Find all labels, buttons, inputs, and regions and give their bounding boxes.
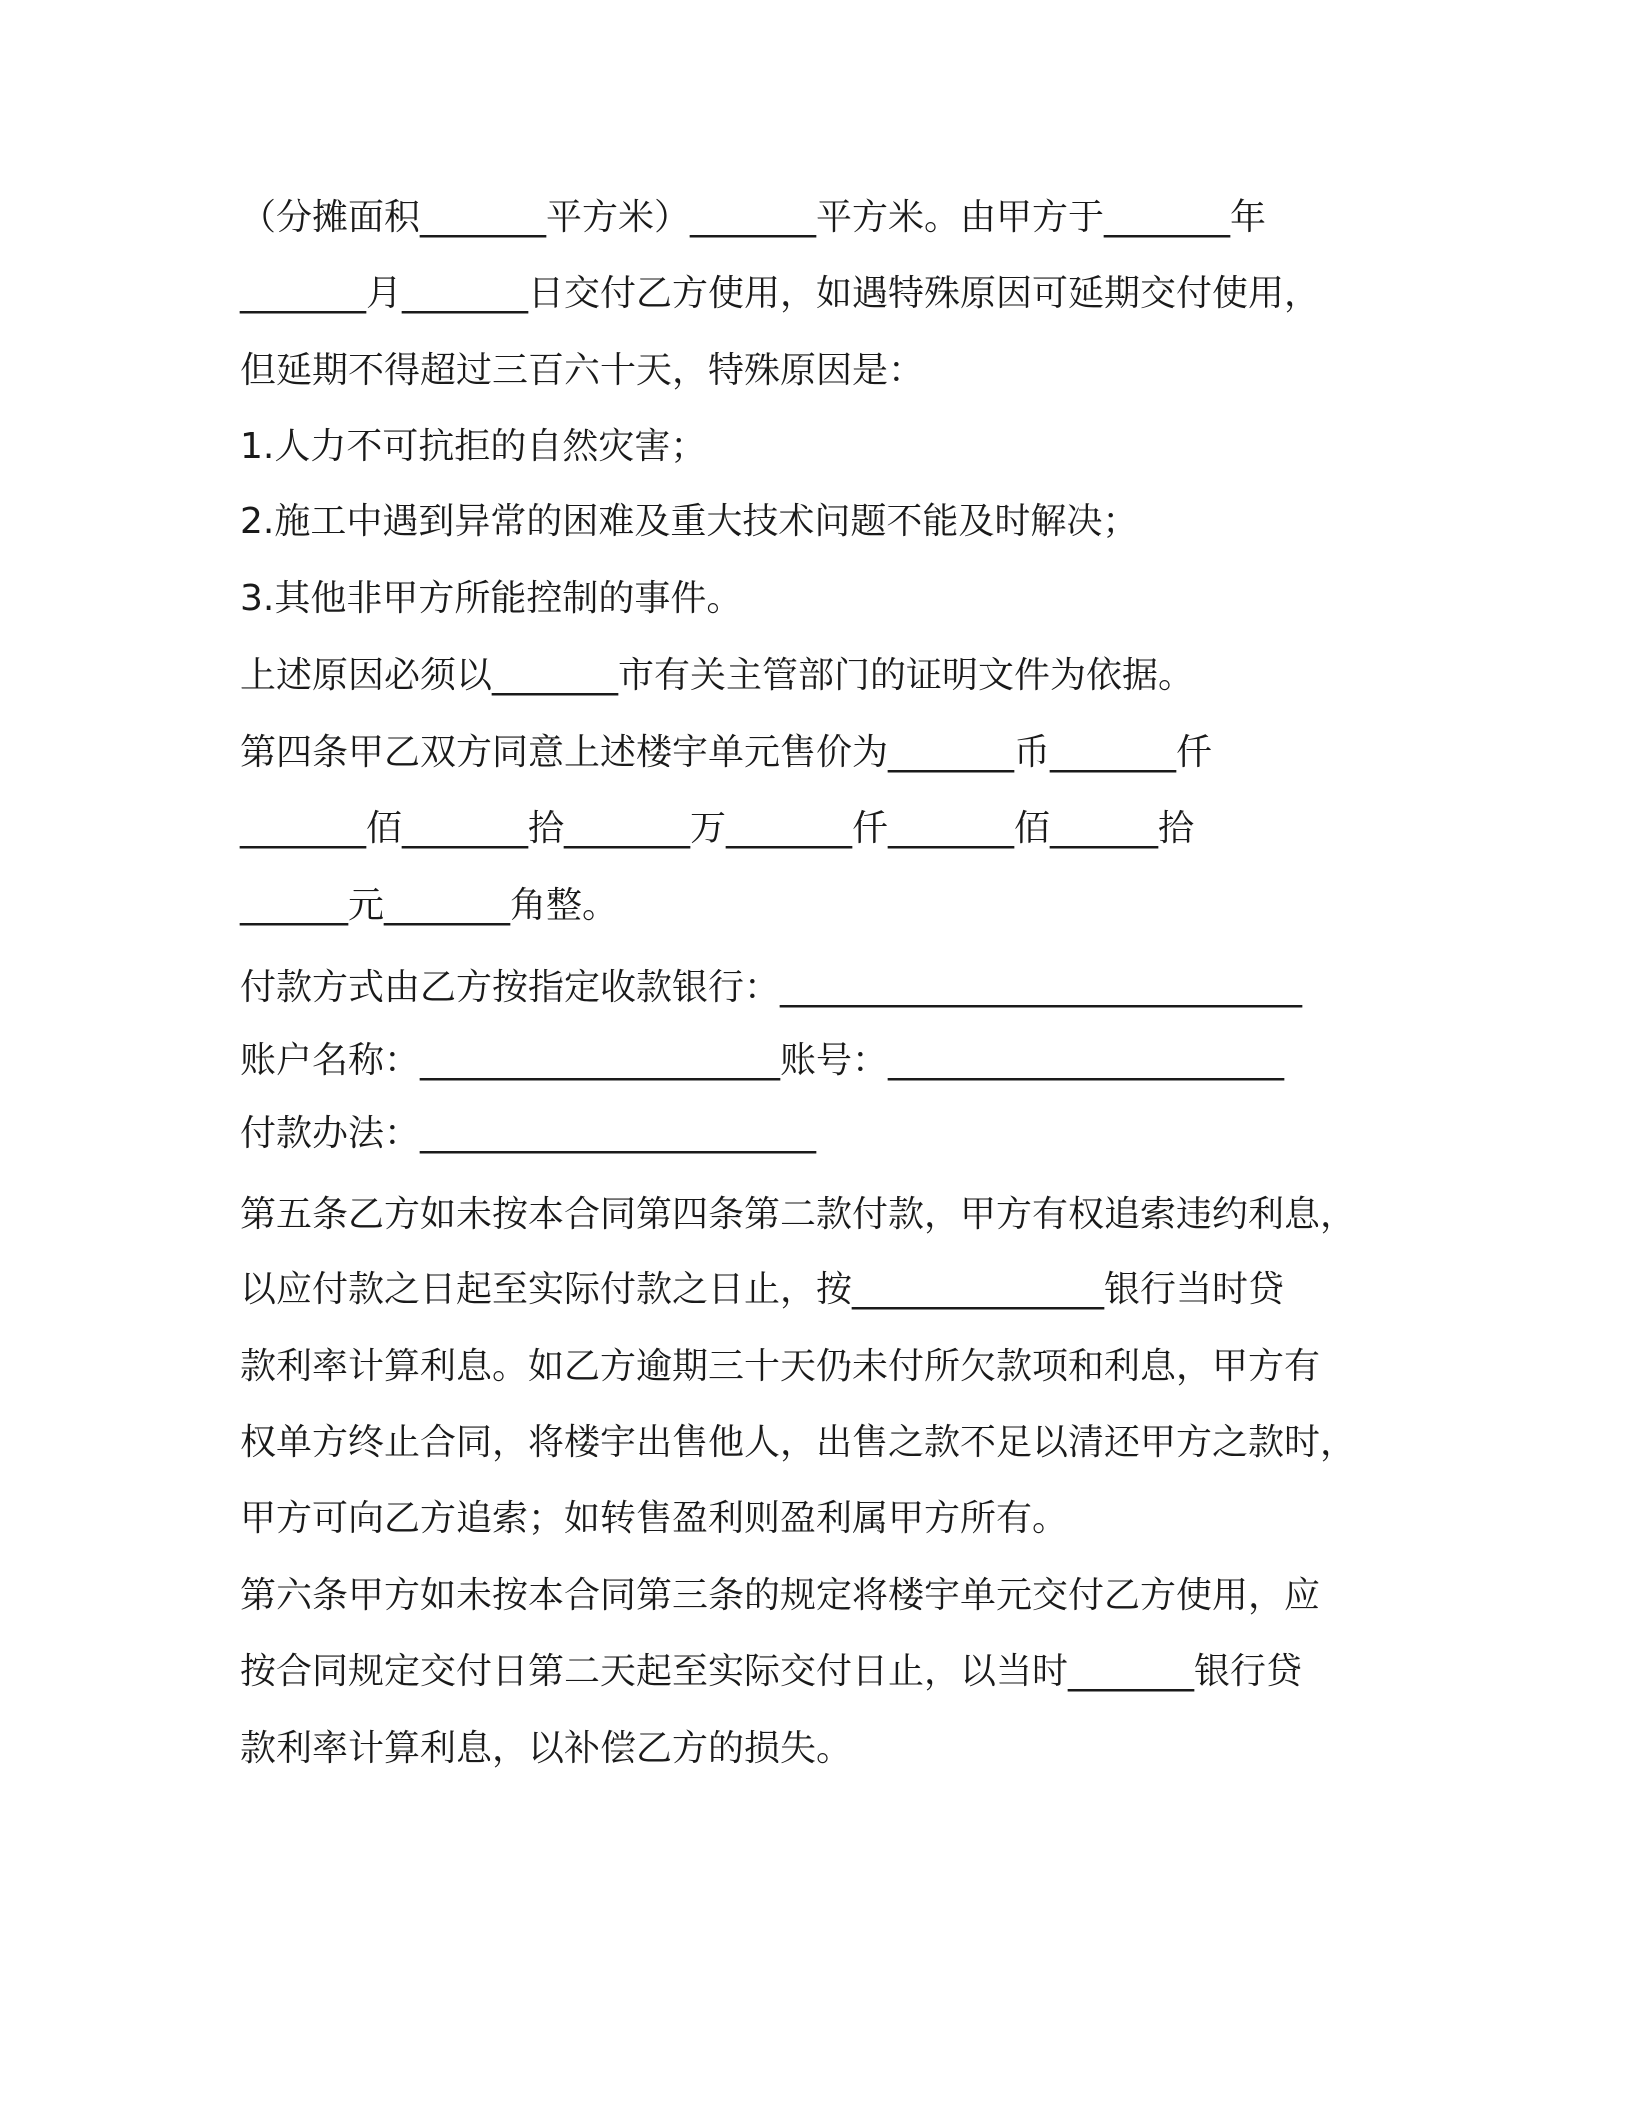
clause-five: 第五条乙方如未按本合同第四条第二款付款，甲方有权追索违约利息， bbox=[240, 1194, 1357, 1235]
list-item: 1.人力不可抗拒的自然灾害； bbox=[240, 426, 707, 467]
list-item: 3.其他非甲方所能控制的事件。 bbox=[240, 578, 743, 619]
text-line: 权单方终止合同，将楼宇出售他人，出售之款不足以清还甲方之款时， bbox=[240, 1422, 1357, 1463]
account-line: 账户名称：____________________账号：______________________ bbox=[240, 1040, 1285, 1081]
text-line: 以应付款之日起至实际付款之日止，按______________银行当时贷 bbox=[240, 1269, 1285, 1310]
text-line: 甲方可向乙方追索；如转售盈利则盈利属甲方所有。 bbox=[240, 1498, 1069, 1539]
clause-six: 第六条甲方如未按本合同第三条的规定将楼宇单元交付乙方使用，应 bbox=[240, 1575, 1321, 1616]
list-item: 2.施工中遇到异常的困难及重大技术问题不能及时解决； bbox=[240, 501, 1139, 542]
clause-four: 第四条甲乙双方同意上述楼宇单元售价为_______币_______仟 bbox=[240, 732, 1213, 773]
payment-method-line: 付款办法：______________________ bbox=[240, 1113, 817, 1154]
text-line: ______元_______角整。 bbox=[240, 885, 619, 926]
text-line: 按合同规定交付日第二天起至实际交付日止，以当时_______银行贷 bbox=[240, 1651, 1303, 1692]
text-line: _______佰_______拾_______万_______仟_______佰______拾 bbox=[240, 808, 1194, 849]
text-line: 但延期不得超过三百六十天，特殊原因是： bbox=[240, 350, 925, 391]
text-line: 上述原因必须以_______市有关主管部门的证明文件为依据。 bbox=[240, 655, 1195, 696]
payment-bank-line: 付款方式由乙方按指定收款银行：_____________________________ bbox=[240, 967, 1303, 1008]
text-line: （分摊面积_______平方米）_______平方米。由甲方于_______年 bbox=[240, 197, 1267, 238]
text-line: 款利率计算利息，以补偿乙方的损失。 bbox=[240, 1728, 853, 1769]
text-line: _______月_______日交付乙方使用，如遇特殊原因可延期交付使用， bbox=[240, 273, 1321, 314]
text-line: 款利率计算利息。如乙方逾期三十天仍未付所欠款项和利息，甲方有 bbox=[240, 1346, 1321, 1387]
